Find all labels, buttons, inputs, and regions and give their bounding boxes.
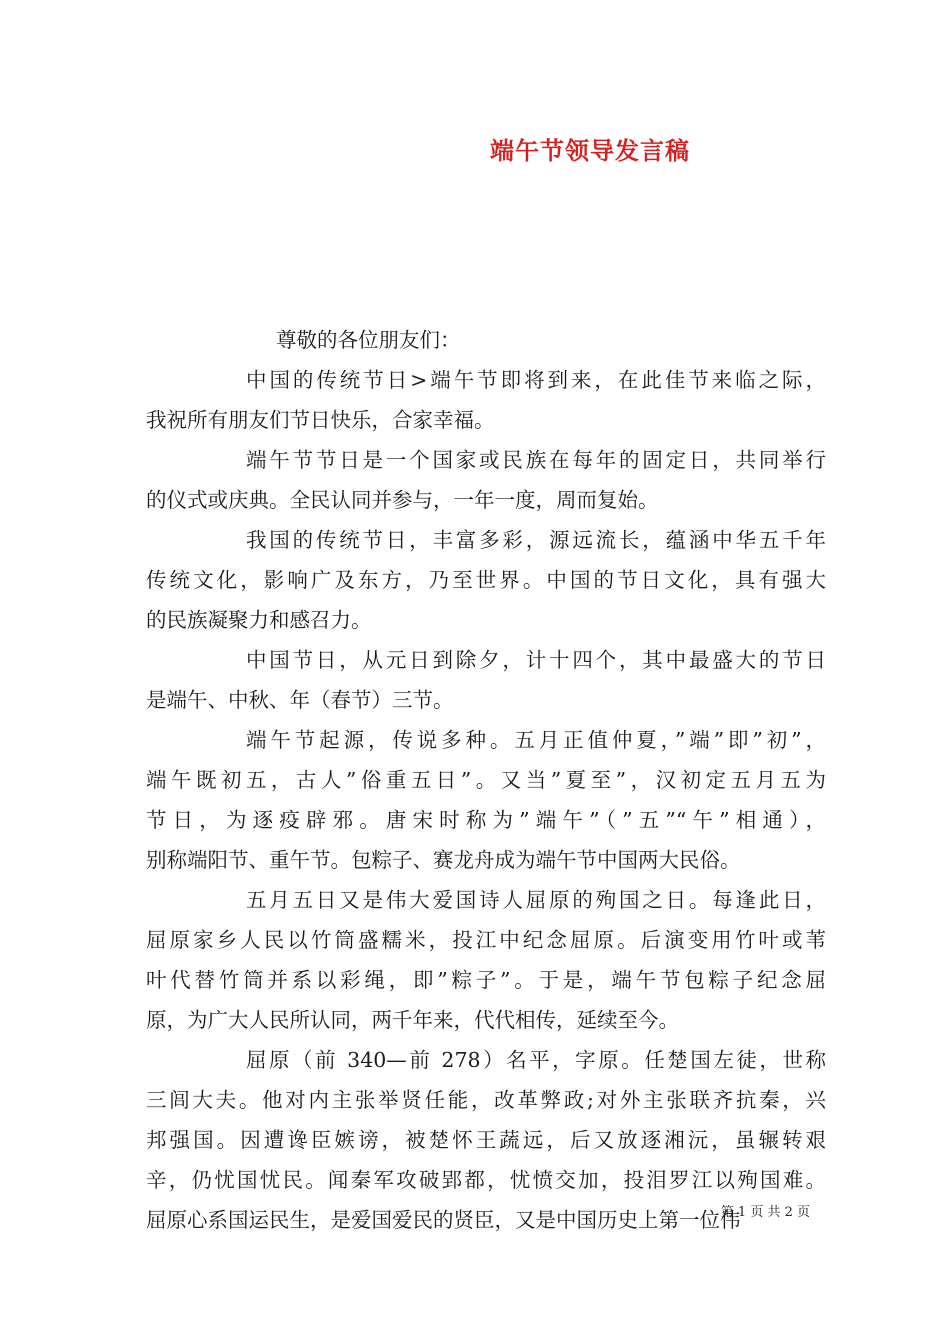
paragraph-line: 邦强国。因遭谗臣嫉谤，被楚怀王蔬远，后又放逐湘沅，虽辗转艰 [146,1128,826,1152]
paragraph-line: 端午节节日是一个国家或民族在每年的固定日，共同举行 [246,448,826,472]
paragraph-line: 屈原心系国运民生，是爱国爱民的贤臣，又是中国历史上第一位伟 [146,1208,741,1232]
paragraph-line: 传统文化，影响广及东方，乃至世界。中国的节日文化，具有强大 [146,568,826,592]
page-footer: 第 1 页 共 2 页 [720,1205,810,1220]
paragraph-line: 中国的传统节日>端午节即将到来，在此佳节来临之际， [246,368,826,392]
document-body [146,320,826,1240]
paragraph [146,720,826,880]
paragraph-line: 的民族凝聚力和感召力。 [146,608,372,632]
paragraph-line: 屈原（前 340—前 278）名平，字原。任楚国左徒，世称 [246,1048,826,1072]
paragraph-line: 节日，为逐疫辟邪。唐宋时称为”端午”（”五”“午”相通）， [146,808,826,832]
paragraph-line: 的仪式或庆典。全民认同并参与，一年一度，周而复始。 [146,488,659,512]
paragraph-line: 中国节日，从元日到除夕，计十四个，其中最盛大的节日 [246,648,826,672]
paragraph [146,640,826,720]
paragraph-line: 我祝所有朋友们节日快乐，合家幸福。 [146,408,495,432]
paragraph-line: 叶代替竹筒并系以彩绳，即”粽子”。于是，端午节包粽子纪念屈 [146,968,826,992]
paragraph [146,880,826,1040]
paragraph-line: 屈原家乡人民以竹筒盛糯米，投江中纪念屈原。后演变用竹叶或苇 [146,928,826,952]
paragraph-line: 端午既初五，古人”俗重五日”。又当”夏至”，汉初定五月五为 [146,768,826,792]
paragraph-line: 辛，仍忧国忧民。闻秦军攻破郢都，忧愤交加，投泪罗江以殉国难。 [146,1168,826,1192]
document-title: 端午节领导发言稿 [490,136,690,165]
paragraph-list [146,360,826,1240]
paragraph-line: 端午节起源，传说多种。五月正值仲夏，”端”即”初”， [246,728,826,752]
paragraph-line: 别称端阳节、重午节。包粽子、赛龙舟成为端午节中国两大民俗。 [146,848,741,872]
greeting: 尊敬的各位朋友们： [276,328,461,352]
paragraph-line: 是端午、中秋、年（春节）三节。 [146,688,454,712]
paragraph [146,360,826,440]
paragraph-line: 原，为广大人民所认同，两千年来，代代相传，延续至今。 [146,1008,679,1032]
paragraph-line: 三闾大夫。他对内主张举贤任能，改革弊政;对外主张联齐抗秦，兴 [146,1088,826,1112]
paragraph-line: 五月五日又是伟大爱国诗人屈原的殉国之日。每逢此日， [246,888,826,912]
paragraph [146,520,826,640]
paragraph-line: 我国的传统节日，丰富多彩，源远流长，蕴涵中华五千年 [246,528,826,552]
paragraph [146,440,826,520]
